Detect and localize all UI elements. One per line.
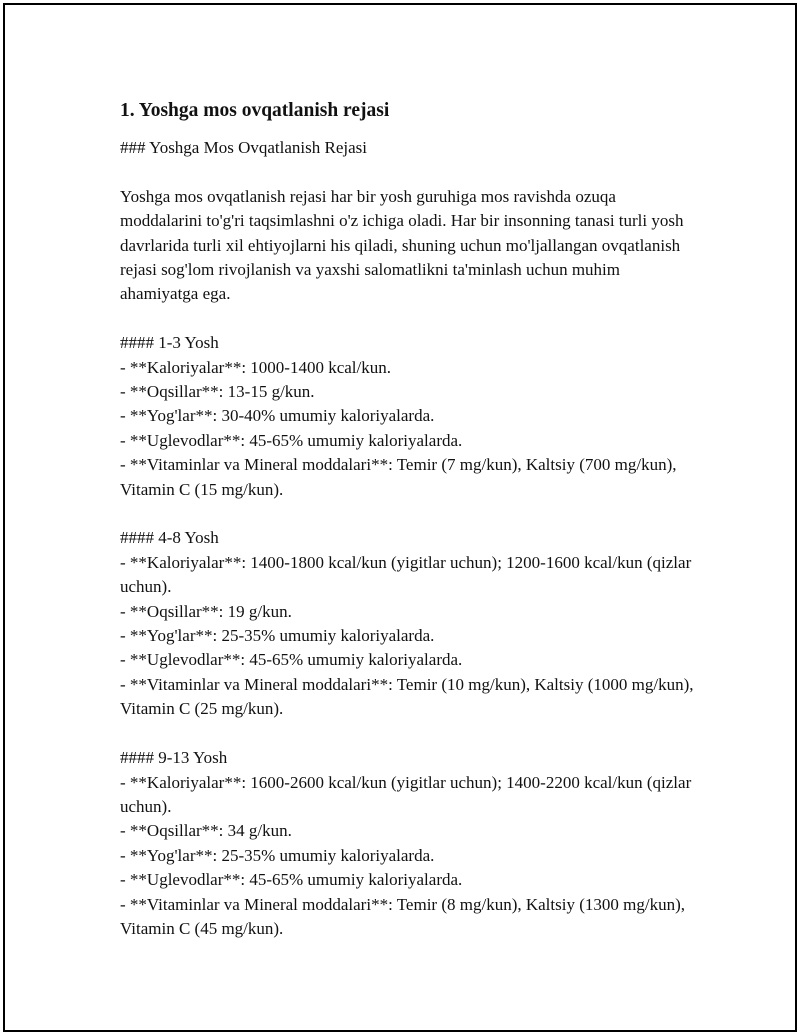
section-heading: #### 9-13 Yosh [120,748,228,768]
spacer [120,307,700,331]
list-item: - **Yog'lar**: 25-35% umumiy kaloriyalarda. [120,845,435,865]
list-item: - **Uglevodlar**: 45-65% umumiy kaloriyalarda. [120,430,463,450]
section-heading: #### 1-3 Yosh [120,333,219,353]
spacer [120,160,700,184]
list-item: - **Oqsillar**: 19 g/kun. [120,601,292,621]
spacer [120,722,700,746]
section-1-3 [120,331,700,502]
subheading: ### Yoshga Mos Ovqatlanish Rejasi [120,138,367,157]
section-9-13 [120,746,700,941]
list-item: - **Kaloriyalar**: 1400-1800 kcal/kun (yigitlar uchun); 1200-1600 kcal/kun (qizlar uchun). [120,552,692,597]
document-page [3,3,797,1032]
list-item: - **Uglevodlar**: 45-65% umumiy kaloriyalarda. [120,650,463,670]
list-item: - **Yog'lar**: 30-40% umumiy kaloriyalarda. [120,406,435,426]
section-heading: #### 4-8 Yosh [120,528,219,548]
list-item: - **Vitaminlar va Mineral moddalari**: Temir (7 mg/kun), Kaltsiy (700 mg/kun), Vitamin C (15 mg/kun). [120,455,677,499]
document-title: 1. Yoshga mos ovqatlanish rejasi [120,100,390,121]
list-item: - **Vitaminlar va Mineral moddalari**: Temir (8 mg/kun), Kaltsiy (1300 mg/kun), Vitamin C (45 mg/kun). [120,894,685,938]
section-4-8 [120,526,700,721]
list-item: - **Uglevodlar**: 45-65% umumiy kaloriyalarda. [120,870,463,890]
document-content [120,98,700,941]
list-item: - **Kaloriyalar**: 1000-1400 kcal/kun. [120,357,391,377]
list-item: - **Yog'lar**: 25-35% umumiy kaloriyalarda. [120,626,435,646]
list-item: - **Oqsillar**: 34 g/kun. [120,821,292,841]
list-item: - **Oqsillar**: 13-15 g/kun. [120,382,315,402]
spacer [120,502,700,526]
list-item: - **Vitaminlar va Mineral moddalari**: Temir (10 mg/kun), Kaltsiy (1000 mg/kun), Vitamin C (25 mg/kun). [120,674,694,719]
list-item: - **Kaloriyalar**: 1600-2600 kcal/kun (yigitlar uchun); 1400-2200 kcal/kun (qizlar uchun). [120,772,692,816]
intro-paragraph: Yoshga mos ovqatlanish rejasi har bir yosh guruhiga mos ravishda ozuqa moddalarini to'g'ri taqsimlashni o'z ichiga oladi. Har bir insonning tanasi turli yosh davrlarida turli xil ehtiyojlarni his qiladi, shuning uchun mo'ljallangan ovqatlanish rejasi sog'lom rivojlanish va yaxshi salomatlikni ta'minlash uchun muhim ahamiyatga ega. [120,186,684,304]
